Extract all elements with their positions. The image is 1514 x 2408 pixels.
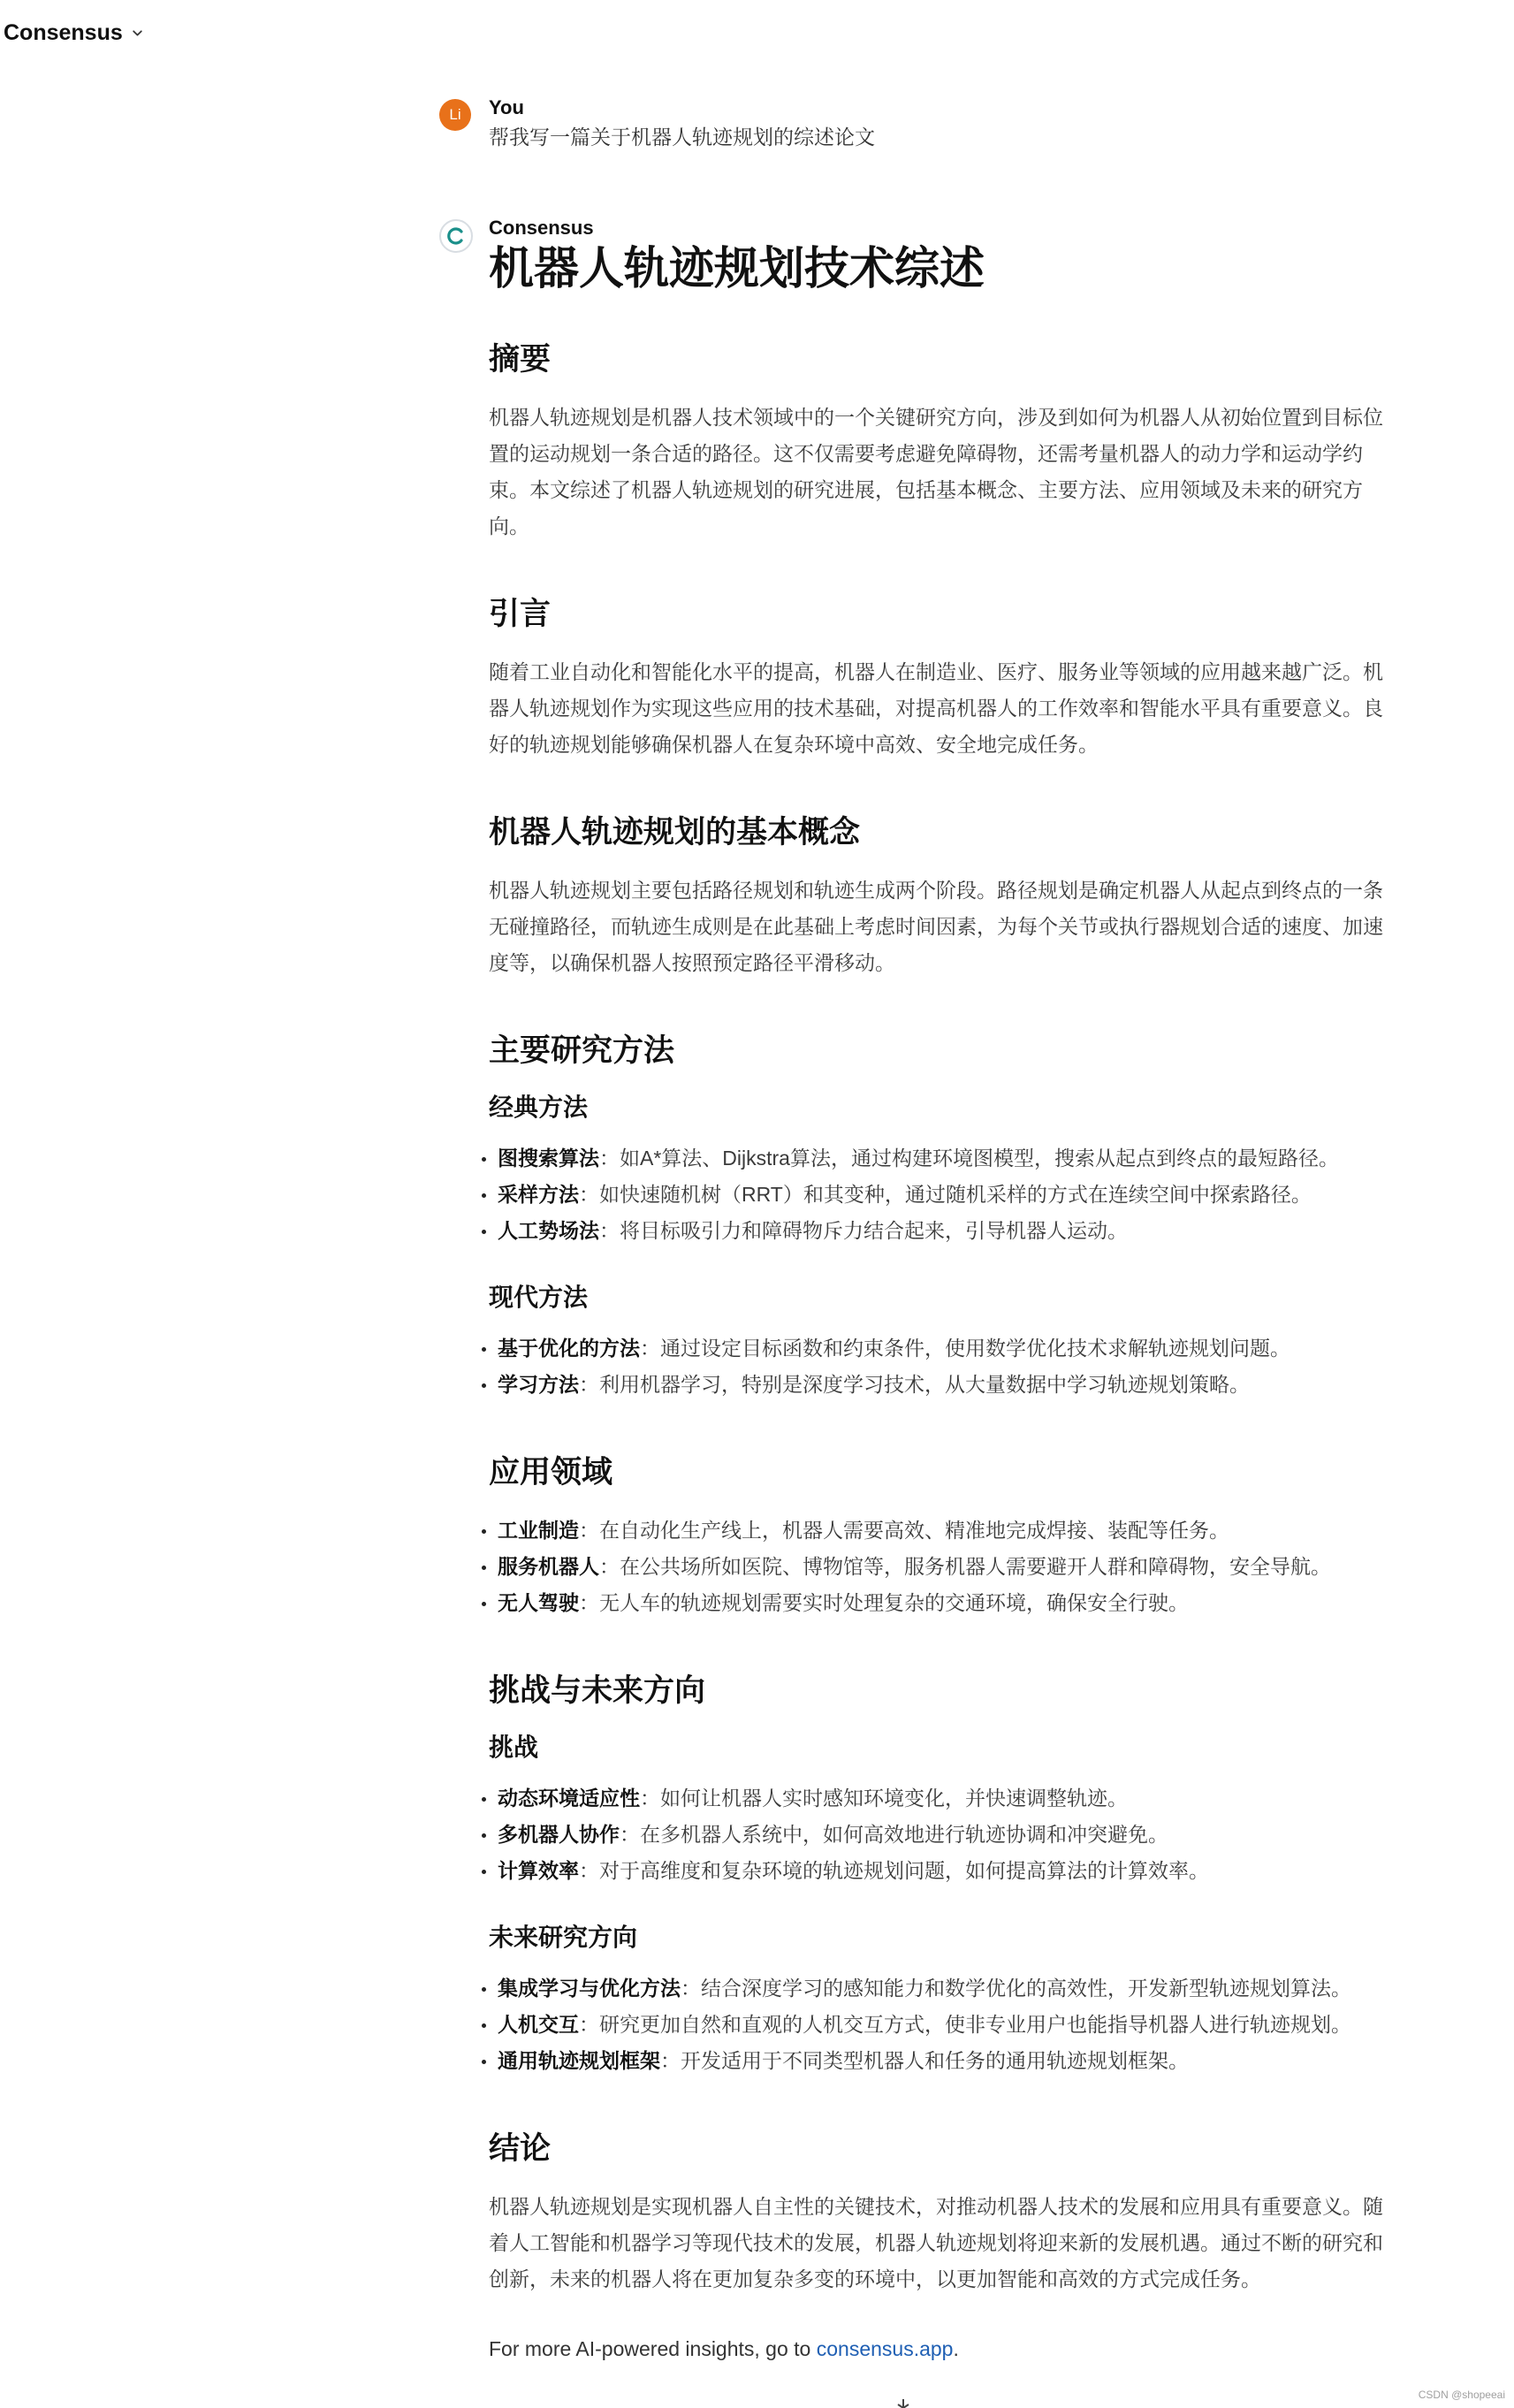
section-text: 随着工业自动化和智能化水平的提高，机器人在制造业、医疗、服务业等领域的应用越来越广泛。机器人轨迹规划作为实现这些应用的技术基础，对提高机器人的工作效率和智能水平具有重要意义。良好的轨迹规划能够确保机器人在复杂环境中高效、安全地完成任务。 (489, 660, 1383, 756)
section-heading: 应用领域 (489, 1455, 613, 1490)
list-term: 图搜索算法 (498, 1147, 599, 1170)
consensus-logo-icon (439, 219, 473, 253)
list-desc: ：开发适用于不同类型机器人和任务的通用轨迹规划框架。 (660, 2049, 1189, 2072)
list-term: 采样方法 (498, 1183, 579, 1206)
list-term: 集成学习与优化方法 (498, 1977, 681, 2000)
subsection-heading: 挑战 (489, 1733, 539, 1762)
consensus-app-link[interactable]: consensus.app (816, 2337, 954, 2360)
user-avatar: Li (439, 99, 471, 131)
footer-suffix: . (953, 2337, 959, 2360)
list-item (489, 1330, 1403, 1367)
list-term: 人机交互 (498, 2013, 579, 2036)
conversation (439, 92, 1403, 2365)
section-heading: 挑战与未来方向 (489, 1673, 706, 1709)
subsection-future (489, 1921, 1403, 2079)
user-message-text: 帮我写一篇关于机器人轨迹规划的综述论文 (489, 126, 875, 149)
section-heading: 引言 (489, 597, 552, 632)
list-term: 工业制造 (498, 1519, 579, 1542)
section-heading: 结论 (489, 2131, 552, 2167)
list-term: 通用轨迹规划框架 (498, 2049, 660, 2072)
list-item (489, 1177, 1403, 1213)
section-heading: 机器人轨迹规划的基本概念 (489, 815, 861, 850)
list-desc: ：对于高维度和复杂环境的轨迹规划问题，如何提高算法的计算效率。 (579, 1859, 1209, 1882)
subsection-classic (489, 1091, 1403, 1249)
section-methods (489, 1031, 1403, 1403)
section-conclusion (489, 2129, 1403, 2298)
subsection-heading: 现代方法 (489, 1283, 589, 1312)
list-term: 人工势场法 (498, 1219, 599, 1242)
subsection-heading: 经典方法 (489, 1093, 589, 1122)
assistant-sender-name: Consensus (489, 217, 594, 239)
bullet-list (489, 1780, 1403, 1889)
list-desc: ：结合深度学习的感知能力和数学优化的高效性，开发新型轨迹规划算法。 (681, 1977, 1351, 2000)
list-term: 动态环境适应性 (498, 1787, 640, 1810)
list-desc: ：在自动化生产线上，机器人需要高效、精准地完成焊接、装配等任务。 (579, 1519, 1229, 1542)
bullet-list (489, 1330, 1403, 1403)
footer-note (489, 2333, 1403, 2365)
top-bar (0, 0, 143, 65)
app-name: Consensus (4, 19, 123, 45)
watermark: CSDN @shopeeai (1418, 2389, 1505, 2401)
list-item (489, 1140, 1403, 1177)
bullet-list (489, 1513, 1403, 1621)
list-desc: ：研究更加自然和直观的人机交互方式，使非专业用户也能指导机器人进行轨迹规划。 (579, 2013, 1351, 2036)
list-desc: ：将目标吸引力和障碍物斥力结合起来，引导机器人运动。 (599, 1219, 1128, 1242)
list-desc: ：在多机器人系统中，如何高效地进行轨迹协调和冲突避免。 (620, 1823, 1168, 1846)
section-heading: 摘要 (489, 342, 552, 377)
section-heading: 主要研究方法 (489, 1033, 675, 1069)
subsection-challenges (489, 1731, 1403, 1889)
list-desc: ：通过设定目标函数和约束条件，使用数学优化技术求解轨迹规划问题。 (640, 1337, 1290, 1360)
list-desc: ：在公共场所如医院、博物馆等，服务机器人需要避开人群和障碍物，安全导航。 (599, 1555, 1331, 1578)
list-term: 基于优化的方法 (498, 1337, 640, 1360)
article-title: 机器人轨迹规划技术综述 (489, 243, 985, 295)
list-item (489, 2007, 1403, 2043)
user-message (439, 95, 1403, 152)
user-sender-name: You (489, 96, 524, 118)
section-basic-concepts (489, 812, 1403, 981)
list-item (489, 1970, 1403, 2007)
list-desc: ：如快速随机树（RRT）和其变种，通过随机采样的方式在连续空间中探索路径。 (579, 1183, 1312, 1206)
list-desc: ：如何让机器人实时感知环境变化，并快速调整轨迹。 (640, 1787, 1128, 1810)
chevron-down-icon (132, 27, 143, 39)
list-item (489, 1585, 1403, 1621)
list-term: 计算效率 (498, 1859, 579, 1882)
list-item (489, 1780, 1403, 1817)
list-item (489, 1213, 1403, 1249)
list-desc: ：如A*算法、Dijkstra算法，通过构建环境图模型，搜索从起点到终点的最短路径。 (599, 1147, 1339, 1170)
section-text: 机器人轨迹规划主要包括路径规划和轨迹生成两个阶段。路径规划是确定机器人从起点到终点的一条无碰撞路径，而轨迹生成则是在此基础上考虑时间因素，为每个关节或执行器规划合适的速度、加速度等，以确保机器人按照预定路径平滑移动。 (489, 879, 1383, 974)
list-item (489, 1513, 1403, 1549)
list-item (489, 1549, 1403, 1585)
bullet-list (489, 1970, 1403, 2079)
section-introduction (489, 594, 1403, 763)
section-text: 机器人轨迹规划是实现机器人自主性的关键技术，对推动机器人技术的发展和应用具有重要意义。随着人工智能和机器学习等现代技术的发展，机器人轨迹规划将迎来新的发展机遇。通过不断的研究和创新，未来的机器人将在更加复杂多变的环境中，以更加智能和高效的方式完成任务。 (489, 2195, 1383, 2290)
app-switcher[interactable] (4, 20, 143, 46)
list-term: 服务机器人 (498, 1555, 599, 1578)
list-desc: ：利用机器学习，特别是深度学习技术，从大量数据中学习轨迹规划策略。 (579, 1373, 1250, 1396)
subsection-heading: 未来研究方向 (489, 1923, 638, 1952)
section-abstract (489, 339, 1403, 545)
footer-prefix: For more AI-powered insights, go to (489, 2337, 817, 2360)
list-item (489, 1817, 1403, 1853)
assistant-message (439, 216, 1403, 2365)
section-applications (489, 1452, 1403, 1621)
list-term: 学习方法 (498, 1373, 579, 1396)
section-text: 机器人轨迹规划是机器人技术领域中的一个关键研究方向，涉及到如何为机器人从初始位置到目标位置的运动规划一条合适的路径。这不仅需要考虑避免障碍物，还需考量机器人的动力学和运动学约束。本文综述了机器人轨迹规划的研究进展，包括基本概念、主要方法、应用领域及未来的研究方向。 (489, 406, 1383, 537)
subsection-modern (489, 1281, 1403, 1403)
bullet-list (489, 1140, 1403, 1249)
list-item (489, 1367, 1403, 1403)
list-desc: ：无人车的轨迹规划需要实时处理复杂的交通环境，确保安全行驶。 (579, 1591, 1189, 1614)
list-term: 无人驾驶 (498, 1591, 579, 1614)
list-item (489, 1853, 1403, 1889)
section-challenges (489, 1671, 1403, 2079)
scroll-down-icon[interactable] (893, 2397, 914, 2408)
list-term: 多机器人协作 (498, 1823, 620, 1846)
list-item (489, 2043, 1403, 2079)
